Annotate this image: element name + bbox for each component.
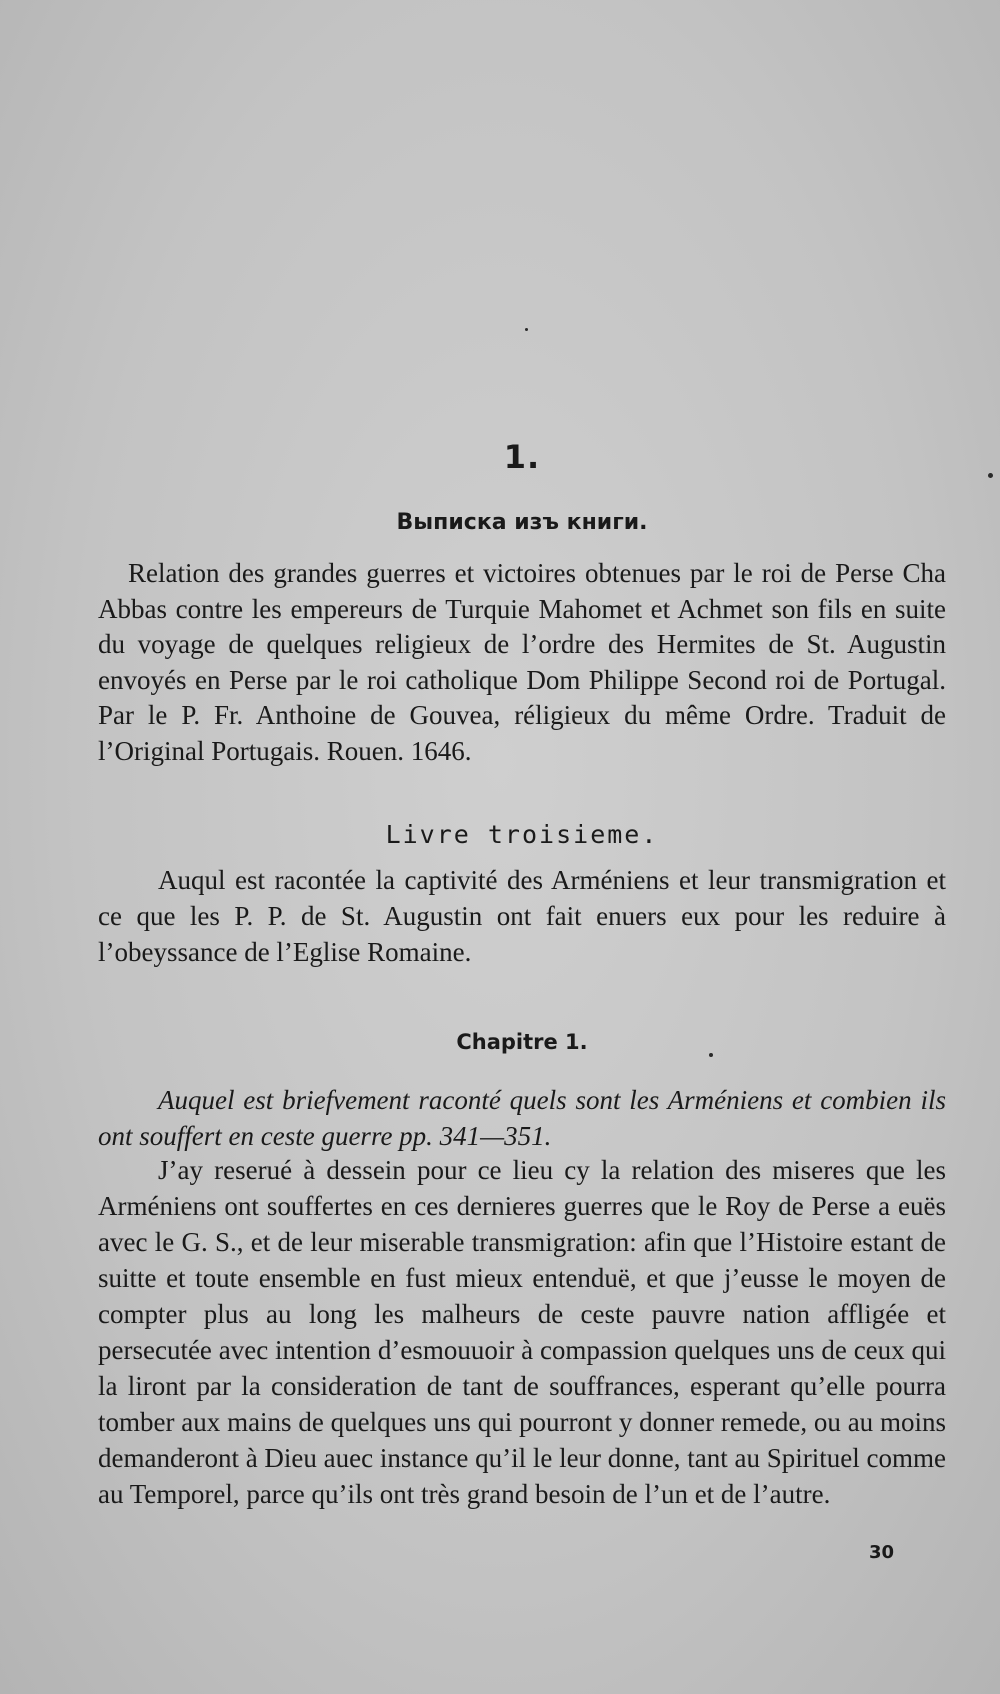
- body-paragraph: J’ay reserué à dessein pour ce lieu cy la relation des miseres que les Arméniens ont souffertes en ces dernieres guerres que le Roy de Perse a euës avec le G. S., et de leur miserable transmigration: afin que l’Histoire estant de suitte et toute ensemble en fust mieux entenduë, et que j’eusse le moyen de compter plus au long les malheurs de ceste pauvre nation affligée et persecutée avec intention d’esmouuoir à compassion quelques uns de ceux qui la liront par la consideration de tant de souffrances, esperant qu’elle pourra tomber aux mains de quelques uns qui pourront y donner remede, ou au moins demanderont à Dieu auec instance qu’il le leur donne, tant au Spirituel comme au Temporel, parce qu’ils ont très grand besoin de l’un et de l’autre.: [98, 1155, 946, 1509]
- section-number: 1.: [503, 438, 541, 476]
- livre-title: Livre troisieme.: [385, 820, 659, 849]
- relation-paragraph: Relation des grandes guerres et victoires obtenues par le roi de Perse Cha Abbas contre les empereurs de Turquie Mahomet et Achmet son fils en suite du voyage de quelques religieux de l’ordre des Hermites de St. Augustin envoyés en Perse par le roi catholique Dom Philippe Second roi de Portugal. Par le P. Fr. Anthoine de Gouvea, réligieux du même Ordre. Traduit de l’Original Portugais. Rouen. 1646.: [98, 558, 946, 766]
- ink-speck: [709, 1053, 713, 1057]
- source-title: Выписка изъ книги.: [396, 510, 648, 535]
- page-number: 30: [868, 1542, 894, 1563]
- chapitre-summary: Auquel est briefvement raconté quels sont les Arméniens et combien ils ont souffert en ceste guerre pp. 341—351.: [98, 1085, 946, 1151]
- livre-description: Auqul est racontée la captivité des Arméniens et leur transmigration et ce que les P. P. de St. Augustin ont fait enuers eux pour les reduire à l’obeyssance de l’Eglise Romaine.: [98, 865, 946, 967]
- ink-speck: [525, 328, 528, 331]
- chapitre-title: Chapitre 1.: [456, 1030, 588, 1054]
- ink-speck: [988, 473, 993, 478]
